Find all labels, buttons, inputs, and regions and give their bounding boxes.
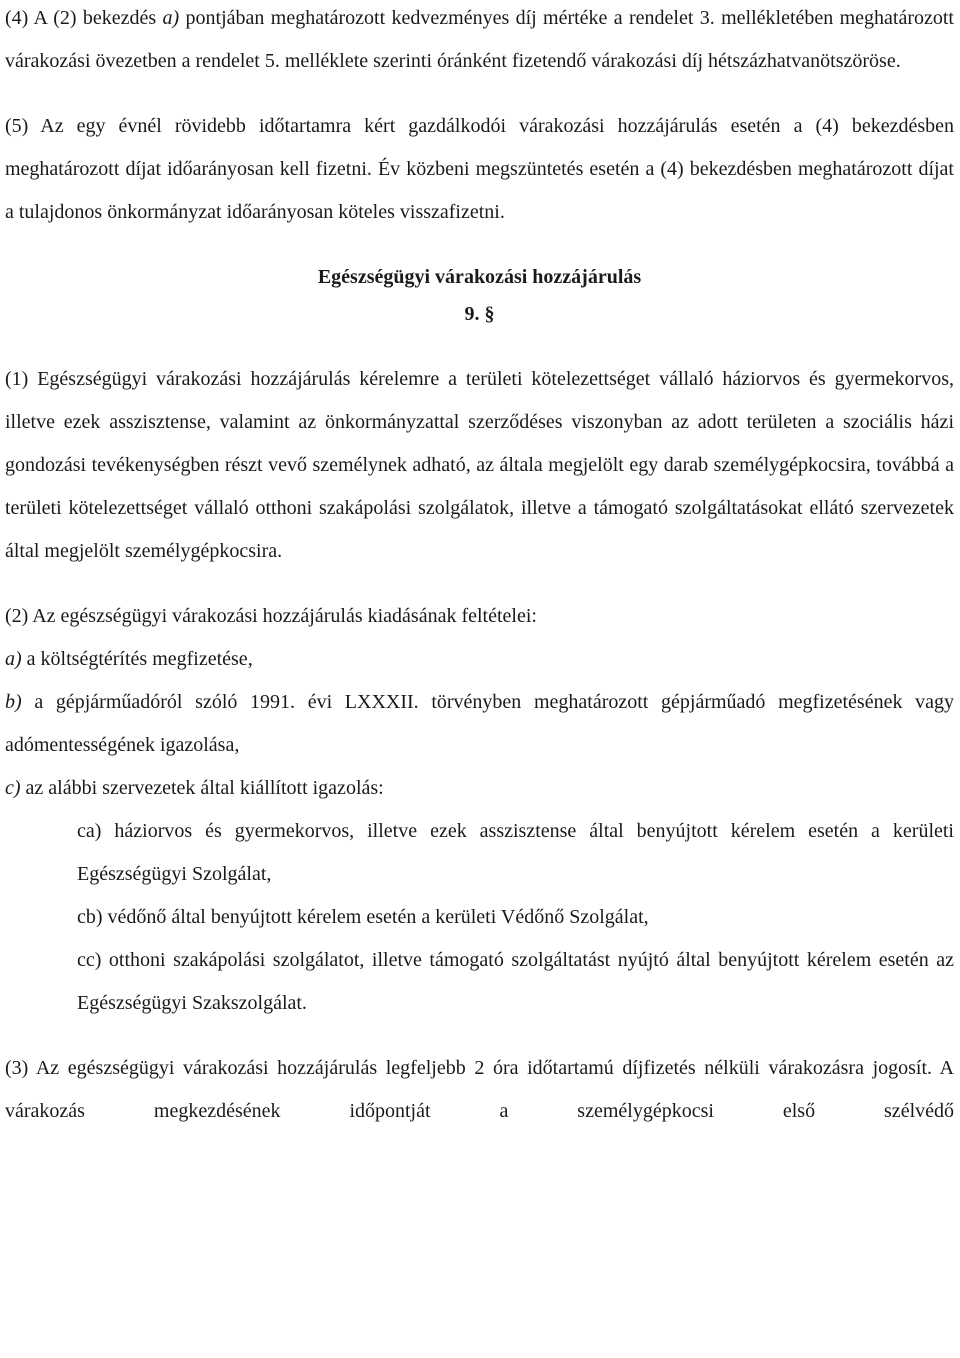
list-item-b	[5, 681, 954, 767]
spacer	[5, 83, 954, 105]
section-title: Egészségügyi várakozási hozzájárulás	[317, 266, 642, 288]
list-item-a-label: a)	[5, 648, 22, 670]
list-item-b-text: a gépjárműadóról szóló 1991. évi LXXXII. törvényben meghatározott gépjárműadó megfizetésének vagy adómentességének igazolása,	[5, 691, 954, 756]
list-item-a	[5, 638, 954, 681]
list-item-c-label: c)	[5, 777, 21, 799]
list-item-a-text: a költségtérítés megfizetése,	[21, 648, 253, 670]
list-item-b-label: b)	[5, 691, 22, 713]
paragraph-4	[5, 0, 954, 83]
sub-item-cc: cc) otthoni szakápolási szolgálatot, illetve támogató szolgáltatást nyújtó által benyújtott kérelem esetén az Egészségügyi Szakszolgálat.	[77, 949, 954, 1014]
list-item-c-text: az alábbi szervezetek által kiállított igazolás:	[20, 777, 384, 799]
paragraph-4-text-a: (4) A (2) bekezdés	[5, 7, 163, 29]
sub-item-ca: ca) háziorvos és gyermekorvos, illetve ezek asszisztense által benyújtott kérelem esetén a kerületi Egészségügyi Szolgálat,	[77, 820, 954, 885]
list-item-c	[5, 767, 954, 810]
spacer	[5, 573, 954, 595]
paragraph-5: (5) Az egy évnél rövidebb időtartamra kért gazdálkodói várakozási hozzájárulás esetén a (4) bekezdésben meghatározott díjat időarányosan kell fizetni. Év közbeni megszüntetés esetén a (4) bekezdésben meghatározott díjat a tulajdonos önkormányzat időarányosan köteles visszafizetni.	[5, 115, 954, 223]
paragraph-4-text-b: pontjában meghatározott kedvezményes díj mértéke a rendelet 3. mellékletében meghatározott várakozási övezetben a rendelet 5. melléklete szerinti óránként fizetendő várakozási díj hétszázhatvanötszöröse.	[5, 7, 954, 72]
sub-item-cb: cb) védőnő által benyújtott kérelem esetén a kerületi Védőnő Szolgálat,	[77, 906, 649, 928]
spacer	[5, 336, 954, 358]
paragraph-4-italic-ref: a)	[162, 7, 180, 29]
spacer	[5, 1025, 954, 1047]
section-number: 9. §	[464, 303, 495, 325]
section-paragraph-1: (1) Egészségügyi várakozási hozzájárulás kérelemre a területi kötelezettséget vállaló háziorvos és gyermekorvos, illetve ezek asszisztense, valamint az önkormányzattal szerződéses viszonyban az adott területen a szociális házi gondozási tevékenységben részt vevő személynek adható, az általa megjelölt egy darab személygépkocsira, továbbá a területi kötelezettséget vállaló otthoni szakápolási szolgálatok, illetve a támogató szolgáltatásokat ellátó szervezetek által megjelölt személygépkocsira.	[5, 368, 954, 562]
section-paragraph-3: (3) Az egészségügyi várakozási hozzájárulás legfeljebb 2 óra időtartamú díjfizetés nélküli várakozásra jogosít. A várakozás megkezdésének időpontját a személygépkocsi első szélvédő	[5, 1057, 954, 1122]
section-paragraph-2-intro: (2) Az egészségügyi várakozási hozzájárulás kiadásának feltételei:	[5, 605, 537, 627]
spacer	[5, 234, 954, 256]
